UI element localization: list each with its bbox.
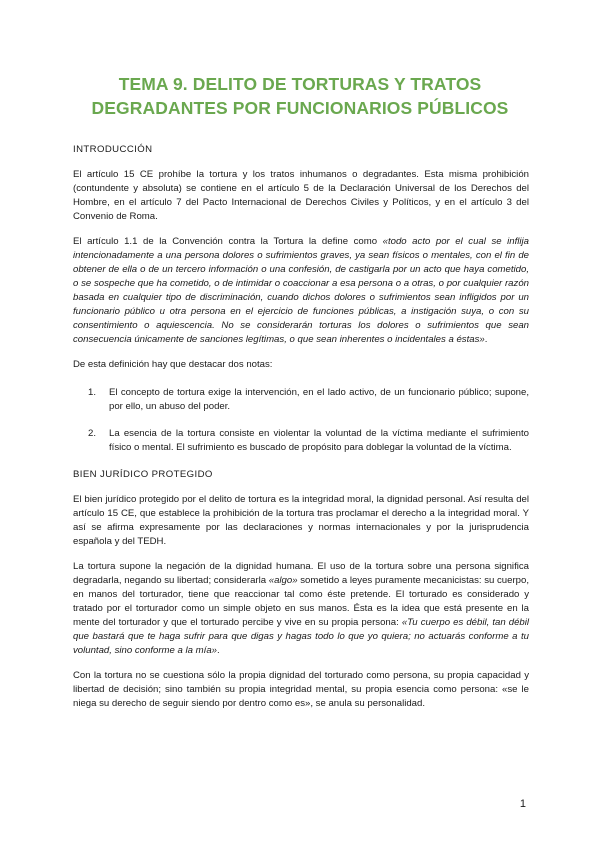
bien-2-part-b: sometido a leyes puramente mecanicistas: su cuerpo, en manos del torturador, tiene que reaccionar tal como éste pretende. El torturado es considerado y tratado por el torturador como un simple objeto en sus manos. Ésta es la idea que está presente en la mente del torturador y que el torturado percibe y vive en su propia persona: (73, 575, 529, 628)
paragraph-bien-1: El bien jurídico protegido por el delito de tortura es la integridad moral, la dignidad personal. Así resulta del artículo 15 CE, que establece la prohibición de la tortura tras proclamar el derecho a la integridad moral. Y así se afirma expresamente por las declaraciones y normas internacionales y por la jurisprudencia española y del TEDH. (73, 494, 529, 547)
list-item-text: El concepto de tortura exige la intervención, en el lado activo, de un funcionario público; supone, por ello, un abuso del poder. (109, 387, 529, 412)
section-heading-introduccion: INTRODUCCIÓN (73, 144, 153, 155)
paragraph-bien-3: Con la tortura no se cuestiona sólo la propia dignidad del torturado como persona, su propia capacidad y libertad de decisión; sino también su propia integridad mental, su propia esencia como persona: «se le niega su derecho de seguir siendo por dentro como es», se anula su personalidad. (73, 670, 529, 709)
bien-2-part-a: La tortura supone la negación de la dignidad humana. El uso de la tortura sobre una persona significa degradarla, negando su libertad; considerarla (73, 561, 529, 586)
page-number: 1 (519, 798, 526, 810)
paragraph-intro-2 (73, 235, 529, 347)
intro-2-quote: «todo acto por el cual se inflija intencionadamente a una persona dolores o sufrimientos graves, ya sean físicos o mentales, con el fin de obtener de ella o de un tercero información o una confesión, de castigarla por un acto que haya cometido, o se sospeche que ha cometido, o de intimidar o coaccionar a esa persona o a otras, o por cualquier razón basada en cualquier tipo de discriminación, cuando dichos dolores o sufrimientos sean infligidos por un funcionario público u otra persona en el ejercicio de funciones públicas, a instigación suya, o con su consentimiento o aquiescencia. No se considerarán torturas los dolores o sufrimientos que sean consecuencia únicamente de sanciones legítimas, o que sean inherentes o incidentales a éstas» (73, 236, 529, 345)
intro-2-start: El artículo 1.1 de la Convención contra la Tortura la define como (73, 236, 383, 247)
bien-2-end: . (217, 645, 220, 656)
bien-2-algo: «algo» (268, 575, 298, 586)
list-item-text: La esencia de la tortura consiste en violentar la voluntad de la víctima mediante el sufrimiento físico o mental. El sufrimiento es buscado de propósito para doblegar la voluntad de la víctima. (109, 428, 529, 453)
paragraph-intro-1: El artículo 15 CE prohíbe la tortura y los tratos inhumanos o degradantes. Esta misma prohibición (contundente y absoluta) se contiene en el artículo 5 de la Declaración Universal de los Derechos del Hombre, en el artículo 7 del Pacto Internacional de Derechos Civiles y Políticos, y en el artículo 3 del Convenio de Roma. (73, 169, 529, 222)
title-line-1: TEMA 9. DELITO DE TORTURAS Y TRATOS (118, 74, 482, 94)
notes-lead: De esta definición hay que destacar dos notas: (73, 359, 273, 370)
document-body (73, 143, 529, 722)
intro-2-end: . (484, 334, 488, 345)
list-item-number: 2. (88, 428, 97, 439)
paragraph-bien-2 (73, 560, 529, 658)
bien-2-quote: «Tu cuerpo es débil, tan débil que bastará que te haga sufrir para que digas y hagas todo lo que yo quiera; no actuarás conforme a tu voluntad, sino conforme a la mía» (73, 617, 529, 656)
page-title (40, 72, 560, 120)
list-item-number: 1. (88, 387, 97, 398)
list-item (73, 386, 529, 414)
title-line-2: DEGRADANTES POR FUNCIONARIOS PÚBLICOS (91, 98, 509, 118)
section-heading-bien-juridico: BIEN JURÍDICO PROTEGIDO (73, 469, 213, 480)
notes-list (73, 386, 529, 455)
list-item (73, 427, 529, 455)
